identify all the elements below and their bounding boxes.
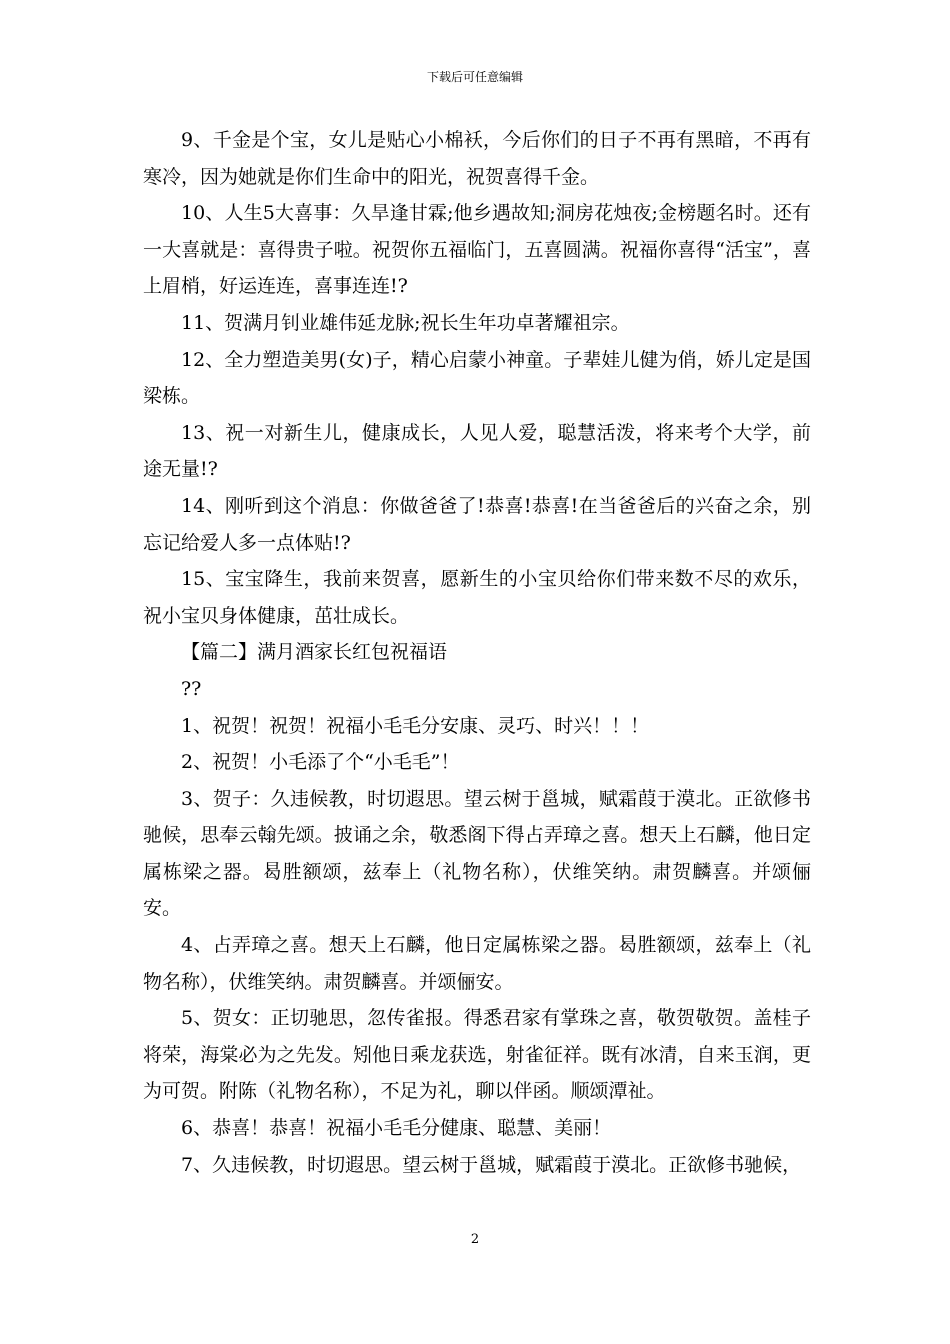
page-number: 2: [470, 1232, 480, 1247]
paragraph: 12、全力塑造美男(女)子，精心启蒙小神童。子辈娃儿健为俏，娇儿定是国梁栋。: [143, 348, 811, 408]
paragraph: 14、刚听到这个消息：你做爸爸了!恭喜!恭喜!在当爸爸后的兴奋之余，别忘记给爱人多一点体贴!?: [143, 494, 811, 554]
paragraph: ??: [181, 677, 202, 700]
paragraph: 11、贺满月钊业雄伟延龙脉;祝长生年功卓著耀祖宗。: [181, 311, 630, 334]
paragraph: 9、千金是个宝，女儿是贴心小棉袄，今后你们的日子不再有黑暗，不再有寒冷，因为她就是你们生命中的阳光，祝贺喜得千金。: [143, 129, 811, 188]
paragraph: 4、占弄璋之喜。想天上石麟，他日定属栋梁之器。曷胜额颂，兹奉上（礼物名称），伏维笑纳。肃贺麟喜。并颂俪安。: [143, 934, 811, 993]
paragraph: 15、宝宝降生，我前来贺喜，愿新生的小宝贝给你们带来数不尽的欢乐，祝小宝贝身体健康，茁壮成长。: [143, 568, 811, 627]
paragraph: 7、久违候教，时切遐思。望云树于邕城，赋霜葭于漠北。正欲修书驰候，: [181, 1153, 802, 1176]
paragraph: 1、祝贺！祝贺！祝福小毛毛分安康、灵巧、时兴！！！: [181, 714, 650, 737]
paragraph: 2、祝贺！小毛添了个“小毛毛”！: [181, 751, 460, 774]
page-header: 下载后可任意编辑: [426, 70, 523, 84]
paragraph: 3、贺子：久违候教，时切遐思。望云树于邕城，赋霜葭于漠北。正欲修书驰候，思奉云翰先颂。披诵之余，敬悉阁下得占弄璋之喜。想天上石麟，他日定属栋梁之器。曷胜额颂，兹奉上（礼物名称），伏维笑纳。肃贺麟喜。并颂俪安。: [143, 787, 811, 920]
paragraph: 6、恭喜！恭喜！祝福小毛毛分健康、聪慧、美丽！: [181, 1117, 612, 1140]
paragraph: 5、贺女：正切驰思，忽传雀报。得悉君家有掌珠之喜，敬贺敬贺。盖桂子将荣，海棠必为之先发。矧他日乘龙获选，射雀征祥。既有冰清，自来玉润，更为可贺。附陈（礼物名称），不足为礼，聊以伴函。顺颂潭祉。: [143, 1007, 811, 1103]
document-body: [143, 122, 811, 1183]
section-heading: 【篇二】满月酒家长红包祝福语: [181, 641, 448, 664]
paragraph: 10、人生5大喜事：久旱逢甘霖;他乡遇故知;洞房花烛夜;金榜题名时。还有一大喜就是：喜得贵子啦。祝贺你五福临门，五喜圆满。祝福你喜得“活宝”，喜上眉梢，好运连连，喜事连连!?: [143, 202, 811, 298]
paragraph: 13、祝一对新生儿，健康成长，人见人爱，聪慧活泼，将来考个大学，前途无量!?: [143, 421, 811, 481]
